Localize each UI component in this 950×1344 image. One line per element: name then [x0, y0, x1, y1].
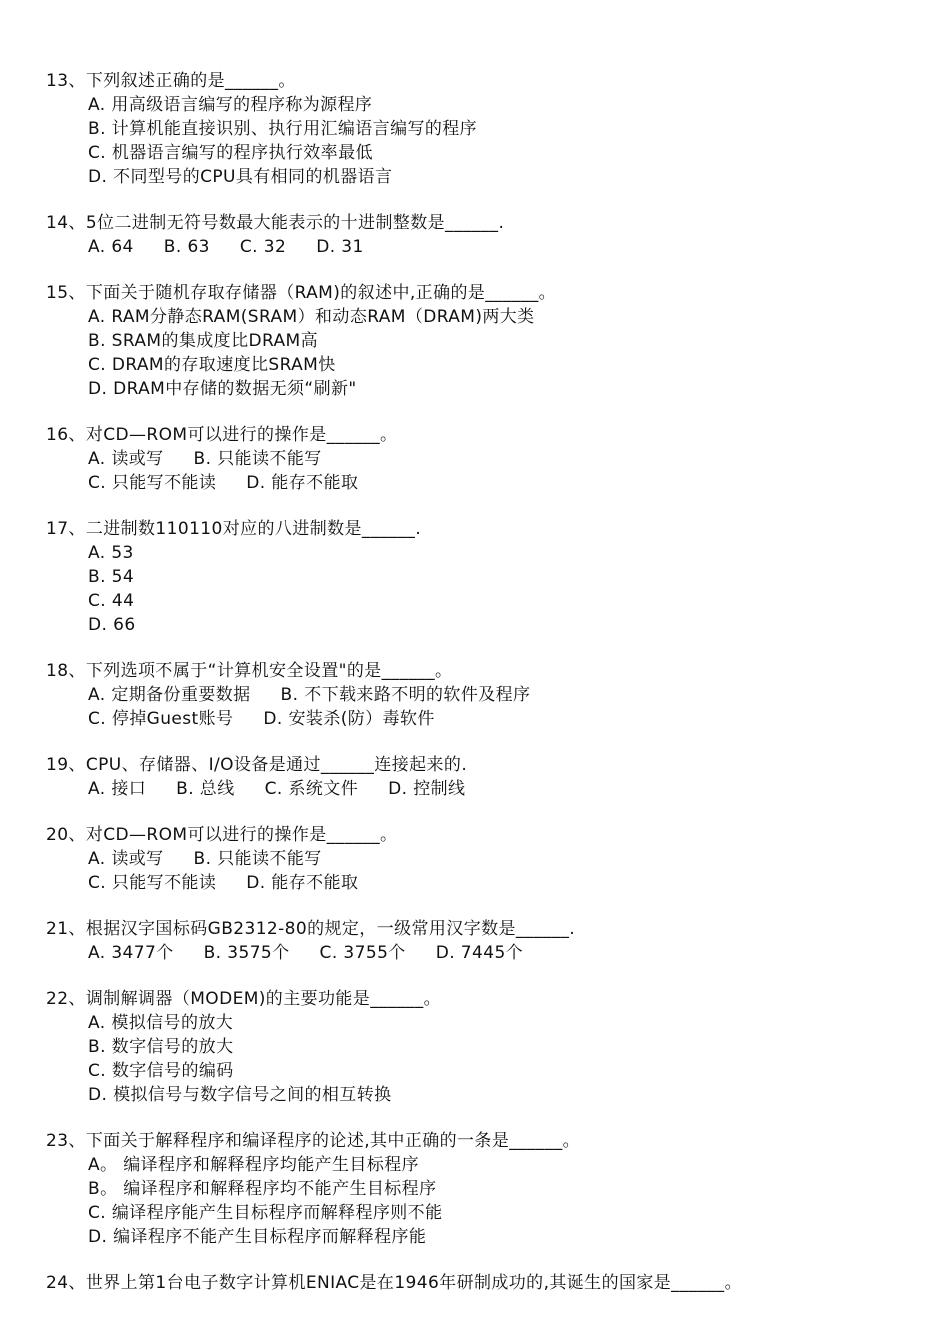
option: C. 3755个 — [319, 943, 406, 963]
option-line — [46, 165, 926, 189]
option-line — [46, 1083, 926, 1107]
option: C. 32 — [239, 237, 287, 257]
option: A. 53 — [88, 543, 134, 563]
option: A. 读或写 — [88, 849, 164, 869]
question-stem: 17、二进制数110110对应的八进制数是______. — [46, 519, 422, 539]
option: C. 停掉Guest账号 — [88, 709, 234, 729]
option: A. 定期备份重要数据 — [88, 685, 251, 705]
option: B. 数字信号的放大 — [88, 1037, 234, 1057]
question-18 — [46, 659, 926, 731]
question-23 — [46, 1129, 926, 1249]
question-17 — [46, 517, 926, 637]
question-16 — [46, 423, 926, 495]
question-stem: 14、5位二进制无符号数最大能表示的十进制整数是______. — [46, 213, 505, 233]
option: D. 能存不能取 — [246, 473, 359, 493]
question-stem: 16、对CD—ROM可以进行的操作是______。 — [46, 425, 398, 445]
option-line — [46, 447, 926, 471]
question-24 — [46, 1271, 926, 1295]
option: D. 不同型号的CPU具有相同的机器语言 — [88, 167, 393, 187]
option-line — [46, 235, 926, 259]
option: B. 63 — [163, 237, 210, 257]
question-stem: 20、对CD—ROM可以进行的操作是______。 — [46, 825, 398, 845]
question-stem: 19、CPU、存储器、I/O设备是通过______连接起来的. — [46, 755, 468, 775]
option: B. 3575个 — [203, 943, 290, 963]
question-19 — [46, 753, 926, 801]
option: C. 编译程序能产生目标程序而解释程序则不能 — [88, 1203, 443, 1223]
option: A. RAM分静态RAM(SRAM）和动态RAM（DRAM)两大类 — [88, 307, 535, 327]
option: B. 54 — [88, 567, 135, 587]
option-line — [46, 471, 926, 495]
option: A。 编译程序和解释程序均能产生目标程序 — [88, 1155, 420, 1175]
question-21 — [46, 917, 926, 965]
question-stem: 15、下面关于随机存取存储器（RAM)的叙述中,正确的是______。 — [46, 283, 557, 303]
option-line — [46, 353, 926, 377]
option: D. 编译程序不能产生目标程序而解释程序能 — [88, 1227, 427, 1247]
option-line — [46, 541, 926, 565]
option-line — [46, 93, 926, 117]
question-stem: 13、下列叙述正确的是______。 — [46, 71, 296, 91]
option: A. 64 — [88, 237, 134, 257]
option-line — [46, 847, 926, 871]
option: C. 只能写不能读 — [88, 873, 217, 893]
option: B。 编译程序和解释程序均不能产生目标程序 — [88, 1179, 437, 1199]
option-line — [46, 377, 926, 401]
option-line — [46, 329, 926, 353]
option: C. 系统文件 — [264, 779, 359, 799]
option: D. 安装杀(防）毒软件 — [263, 709, 435, 729]
option-line — [46, 305, 926, 329]
option-line — [46, 941, 926, 965]
question-15 — [46, 281, 926, 401]
option-line — [46, 707, 926, 731]
option-line — [46, 613, 926, 637]
option: B. 只能读不能写 — [193, 849, 322, 869]
option-line — [46, 1035, 926, 1059]
option-line — [46, 1153, 926, 1177]
option: A. 用高级语言编写的程序称为源程序 — [88, 95, 373, 115]
question-13 — [46, 69, 926, 189]
option-line — [46, 1201, 926, 1225]
option-line — [46, 141, 926, 165]
option: D. 7445个 — [435, 943, 524, 963]
option: D. 模拟信号与数字信号之间的相互转换 — [88, 1085, 392, 1105]
option: A. 读或写 — [88, 449, 164, 469]
option: D. 31 — [316, 237, 364, 257]
option: C. 机器语言编写的程序执行效率最低 — [88, 143, 373, 163]
option-line — [46, 777, 926, 801]
question-stem: 22、调制解调器（MODEM)的主要功能是______。 — [46, 989, 442, 1009]
question-20 — [46, 823, 926, 895]
option: B. 只能读不能写 — [193, 449, 322, 469]
option: B. SRAM的集成度比DRAM高 — [88, 331, 318, 351]
option: D. 66 — [88, 615, 136, 635]
option: C. 44 — [88, 591, 135, 611]
question-stem: 24、世界上第1台电子数字计算机ENIAC是在1946年研制成功的,其诞生的国家是______。 — [46, 1273, 742, 1293]
option: A. 接口 — [88, 779, 147, 799]
option: B. 总线 — [176, 779, 235, 799]
option-line — [46, 683, 926, 707]
option: A. 3477个 — [88, 943, 174, 963]
option-line — [46, 1011, 926, 1035]
question-14 — [46, 211, 926, 259]
option: C. DRAM的存取速度比SRAM快 — [88, 355, 336, 375]
option-line — [46, 117, 926, 141]
question-stem: 18、下列选项不属于“计算机安全设置"的是______。 — [46, 661, 453, 681]
question-stem: 23、下面关于解释程序和编译程序的论述,其中正确的一条是______。 — [46, 1131, 581, 1151]
option: C. 数字信号的编码 — [88, 1061, 234, 1081]
option: C. 只能写不能读 — [88, 473, 217, 493]
option-line — [46, 1059, 926, 1083]
option-line — [46, 1177, 926, 1201]
question-22 — [46, 987, 926, 1107]
option: B. 计算机能直接识别、执行用汇编语言编写的程序 — [88, 119, 478, 139]
option-line — [46, 1225, 926, 1249]
option: D. DRAM中存储的数据无须“刷新" — [88, 379, 357, 399]
option: A. 模拟信号的放大 — [88, 1013, 234, 1033]
option: D. 控制线 — [388, 779, 466, 799]
option-line — [46, 589, 926, 613]
option-line — [46, 565, 926, 589]
option: B. 不下载来路不明的软件及程序 — [280, 685, 531, 705]
option-line — [46, 871, 926, 895]
option: D. 能存不能取 — [246, 873, 359, 893]
question-stem: 21、根据汉字国标码GB2312-80的规定，一级常用汉字数是______. — [46, 919, 576, 939]
